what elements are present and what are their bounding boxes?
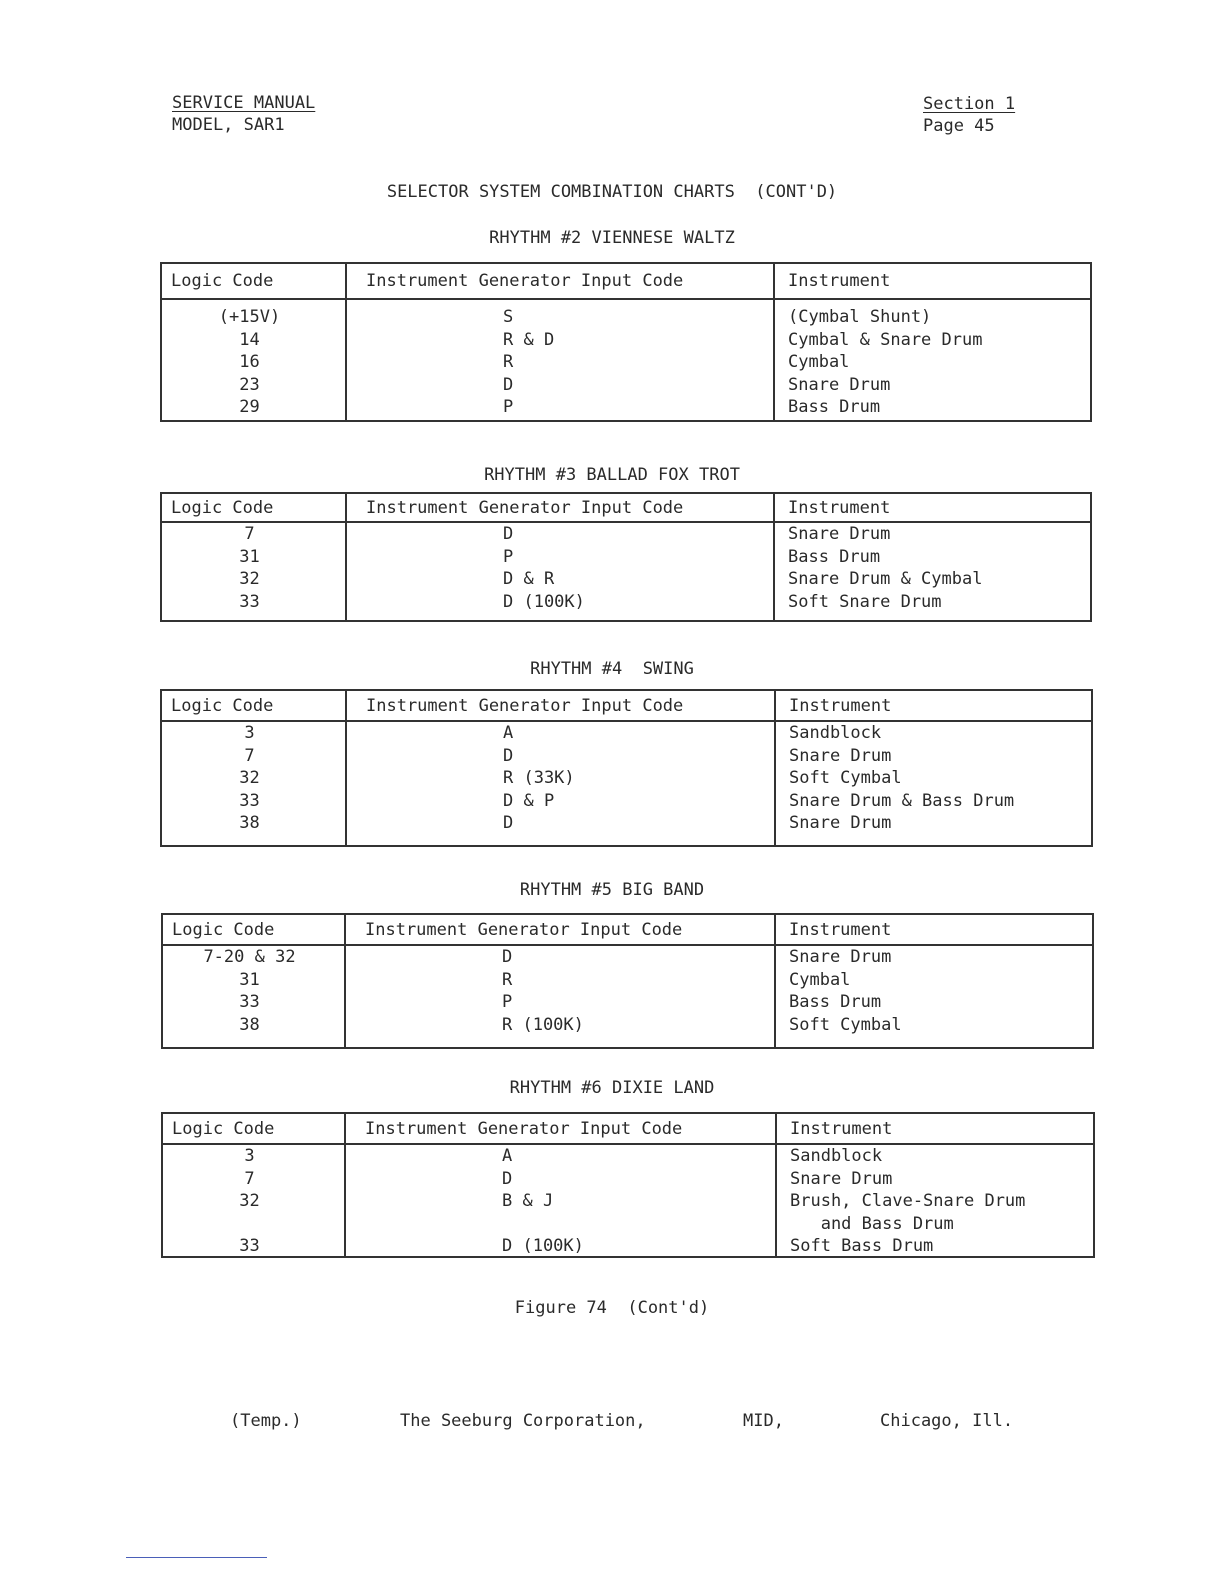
instrument-cell: Soft Cymbal [789, 768, 902, 788]
input-code-cell: D & R [503, 569, 555, 589]
logic-code-cell: 29 [239, 397, 260, 417]
footer-code: MID, [743, 1411, 784, 1431]
input-code-cell: D & P [503, 790, 555, 811]
column-divider [773, 494, 775, 620]
bottom-rule [126, 1557, 267, 1558]
model-label: MODEL, SAR1 [172, 115, 285, 135]
logic-code-cell: 14 [239, 329, 260, 350]
input-code-cell: P [503, 397, 514, 417]
footer-temp: (Temp.) [230, 1411, 302, 1431]
instrument-cell: Brush, Clave-Snare Drum [790, 1191, 1026, 1211]
input-code-cell: A [503, 723, 514, 743]
input-code-cell: D [502, 1168, 513, 1189]
rhythm-table [160, 492, 1092, 622]
column-header-logic: Logic Code [171, 498, 274, 518]
instrument-cell: and Bass Drum [790, 1213, 954, 1234]
input-code-cell: A [502, 1146, 513, 1166]
logic-code-cell: 33 [239, 591, 260, 612]
logic-code-cell: 33 [239, 790, 260, 811]
input-code-cell: R [502, 969, 513, 990]
column-header-input: Instrument Generator Input Code [365, 920, 683, 940]
instrument-cell: Sandblock [789, 723, 882, 743]
instrument-cell: Snare Drum [789, 947, 892, 967]
rhythm-title: RHYTHM #3 BALLAD FOX TROT [484, 465, 740, 485]
logic-code-cell: 32 [239, 768, 260, 788]
logic-code-cell: 23 [239, 374, 260, 395]
column-divider [345, 264, 347, 420]
footer-city: Chicago, Ill. [880, 1411, 1014, 1431]
input-code-cell: D [503, 745, 514, 766]
input-code-cell: R (100K) [502, 1014, 584, 1035]
logic-code-cell: 7-20 & 32 [203, 947, 296, 967]
footer-company: The Seeburg Corporation, [400, 1411, 646, 1431]
instrument-cell: Snare Drum [789, 813, 892, 833]
input-code-cell: R [503, 352, 514, 372]
instrument-cell: Snare Drum [790, 1168, 893, 1189]
input-code-cell: R & D [503, 329, 555, 350]
column-divider [345, 494, 347, 620]
logic-code-cell: 7 [244, 524, 255, 544]
column-divider [344, 915, 346, 1047]
input-code-cell: R (33K) [503, 768, 575, 788]
instrument-cell: Snare Drum [788, 524, 891, 544]
instrument-cell: Cymbal [789, 969, 851, 990]
logic-code-cell: 3 [244, 1146, 255, 1166]
column-divider [774, 691, 776, 845]
column-header-input: Instrument Generator Input Code [365, 1119, 683, 1139]
instrument-cell: Snare Drum & Bass Drum [789, 790, 1015, 811]
column-divider [773, 264, 775, 420]
instrument-cell: Snare Drum [789, 745, 892, 766]
rhythm-table [161, 1112, 1095, 1258]
logic-code-cell: 16 [239, 352, 260, 372]
column-header-instrument: Instrument [789, 920, 892, 940]
column-divider [774, 915, 776, 1047]
instrument-cell: Bass Drum [788, 397, 881, 417]
logic-code-cell: 3 [244, 723, 255, 743]
instrument-cell: Snare Drum & Cymbal [788, 569, 983, 589]
instrument-cell: Bass Drum [788, 546, 881, 567]
input-code-cell: D (100K) [502, 1236, 584, 1256]
rhythm-table [160, 689, 1093, 847]
instrument-cell: Soft Bass Drum [790, 1236, 934, 1256]
instrument-cell: Cymbal & Snare Drum [788, 329, 983, 350]
rhythm-title: RHYTHM #2 VIENNESE WALTZ [489, 228, 735, 248]
logic-code-cell: 31 [239, 969, 260, 990]
input-code-cell: D (100K) [503, 591, 585, 612]
rhythm-table [161, 913, 1094, 1049]
section-label: Section 1 [923, 94, 1016, 114]
instrument-cell: Soft Snare Drum [788, 591, 942, 612]
input-code-cell: D [502, 947, 513, 967]
column-divider [344, 1114, 346, 1256]
instrument-cell: Soft Cymbal [789, 1014, 902, 1035]
instrument-cell: (Cymbal Shunt) [788, 307, 932, 327]
column-header-input: Instrument Generator Input Code [366, 271, 684, 291]
logic-code-cell: (+15V) [218, 307, 281, 327]
rhythm-title: RHYTHM #4 SWING [530, 659, 694, 679]
column-header-input: Instrument Generator Input Code [366, 696, 684, 716]
instrument-cell: Sandblock [790, 1146, 883, 1166]
page-number: Page 45 [923, 116, 995, 136]
logic-code-cell: 32 [239, 569, 260, 589]
input-code-cell: B & J [502, 1191, 554, 1211]
logic-code-cell: 32 [239, 1191, 260, 1211]
column-header-instrument: Instrument [788, 498, 891, 518]
figure-caption: Figure 74 (Cont'd) [514, 1298, 710, 1318]
input-code-cell: D [503, 524, 514, 544]
column-header-instrument: Instrument [789, 696, 892, 716]
instrument-cell: Snare Drum [788, 374, 891, 395]
logic-code-cell: 7 [244, 1168, 255, 1189]
rhythm-title: RHYTHM #6 DIXIE LAND [509, 1078, 715, 1098]
column-divider [345, 691, 347, 845]
column-header-logic: Logic Code [172, 1119, 275, 1139]
column-header-logic: Logic Code [171, 271, 274, 291]
rhythm-title: RHYTHM #5 BIG BAND [519, 880, 705, 900]
instrument-cell: Cymbal [788, 352, 850, 372]
input-code-cell: P [503, 546, 514, 567]
logic-code-cell: 7 [244, 745, 255, 766]
input-code-cell: D [503, 374, 514, 395]
input-code-cell: S [503, 307, 514, 327]
input-code-cell: D [503, 813, 514, 833]
column-header-logic: Logic Code [171, 696, 274, 716]
logic-code-cell: 33 [239, 1236, 260, 1256]
rhythm-table [160, 262, 1092, 422]
logic-code-cell: 33 [239, 992, 260, 1012]
column-header-logic: Logic Code [172, 920, 275, 940]
column-header-instrument: Instrument [788, 271, 891, 291]
logic-code-cell: 38 [239, 1014, 260, 1035]
logic-code-cell: 38 [239, 813, 260, 833]
logic-code-cell: 31 [239, 546, 260, 567]
column-divider [775, 1114, 777, 1256]
input-code-cell: P [502, 992, 513, 1012]
column-header-input: Instrument Generator Input Code [366, 498, 684, 518]
main-title: SELECTOR SYSTEM COMBINATION CHARTS (CONT'D) [386, 182, 838, 202]
instrument-cell: Bass Drum [789, 992, 882, 1012]
column-header-instrument: Instrument [790, 1119, 893, 1139]
manual-title: SERVICE MANUAL [172, 93, 316, 113]
